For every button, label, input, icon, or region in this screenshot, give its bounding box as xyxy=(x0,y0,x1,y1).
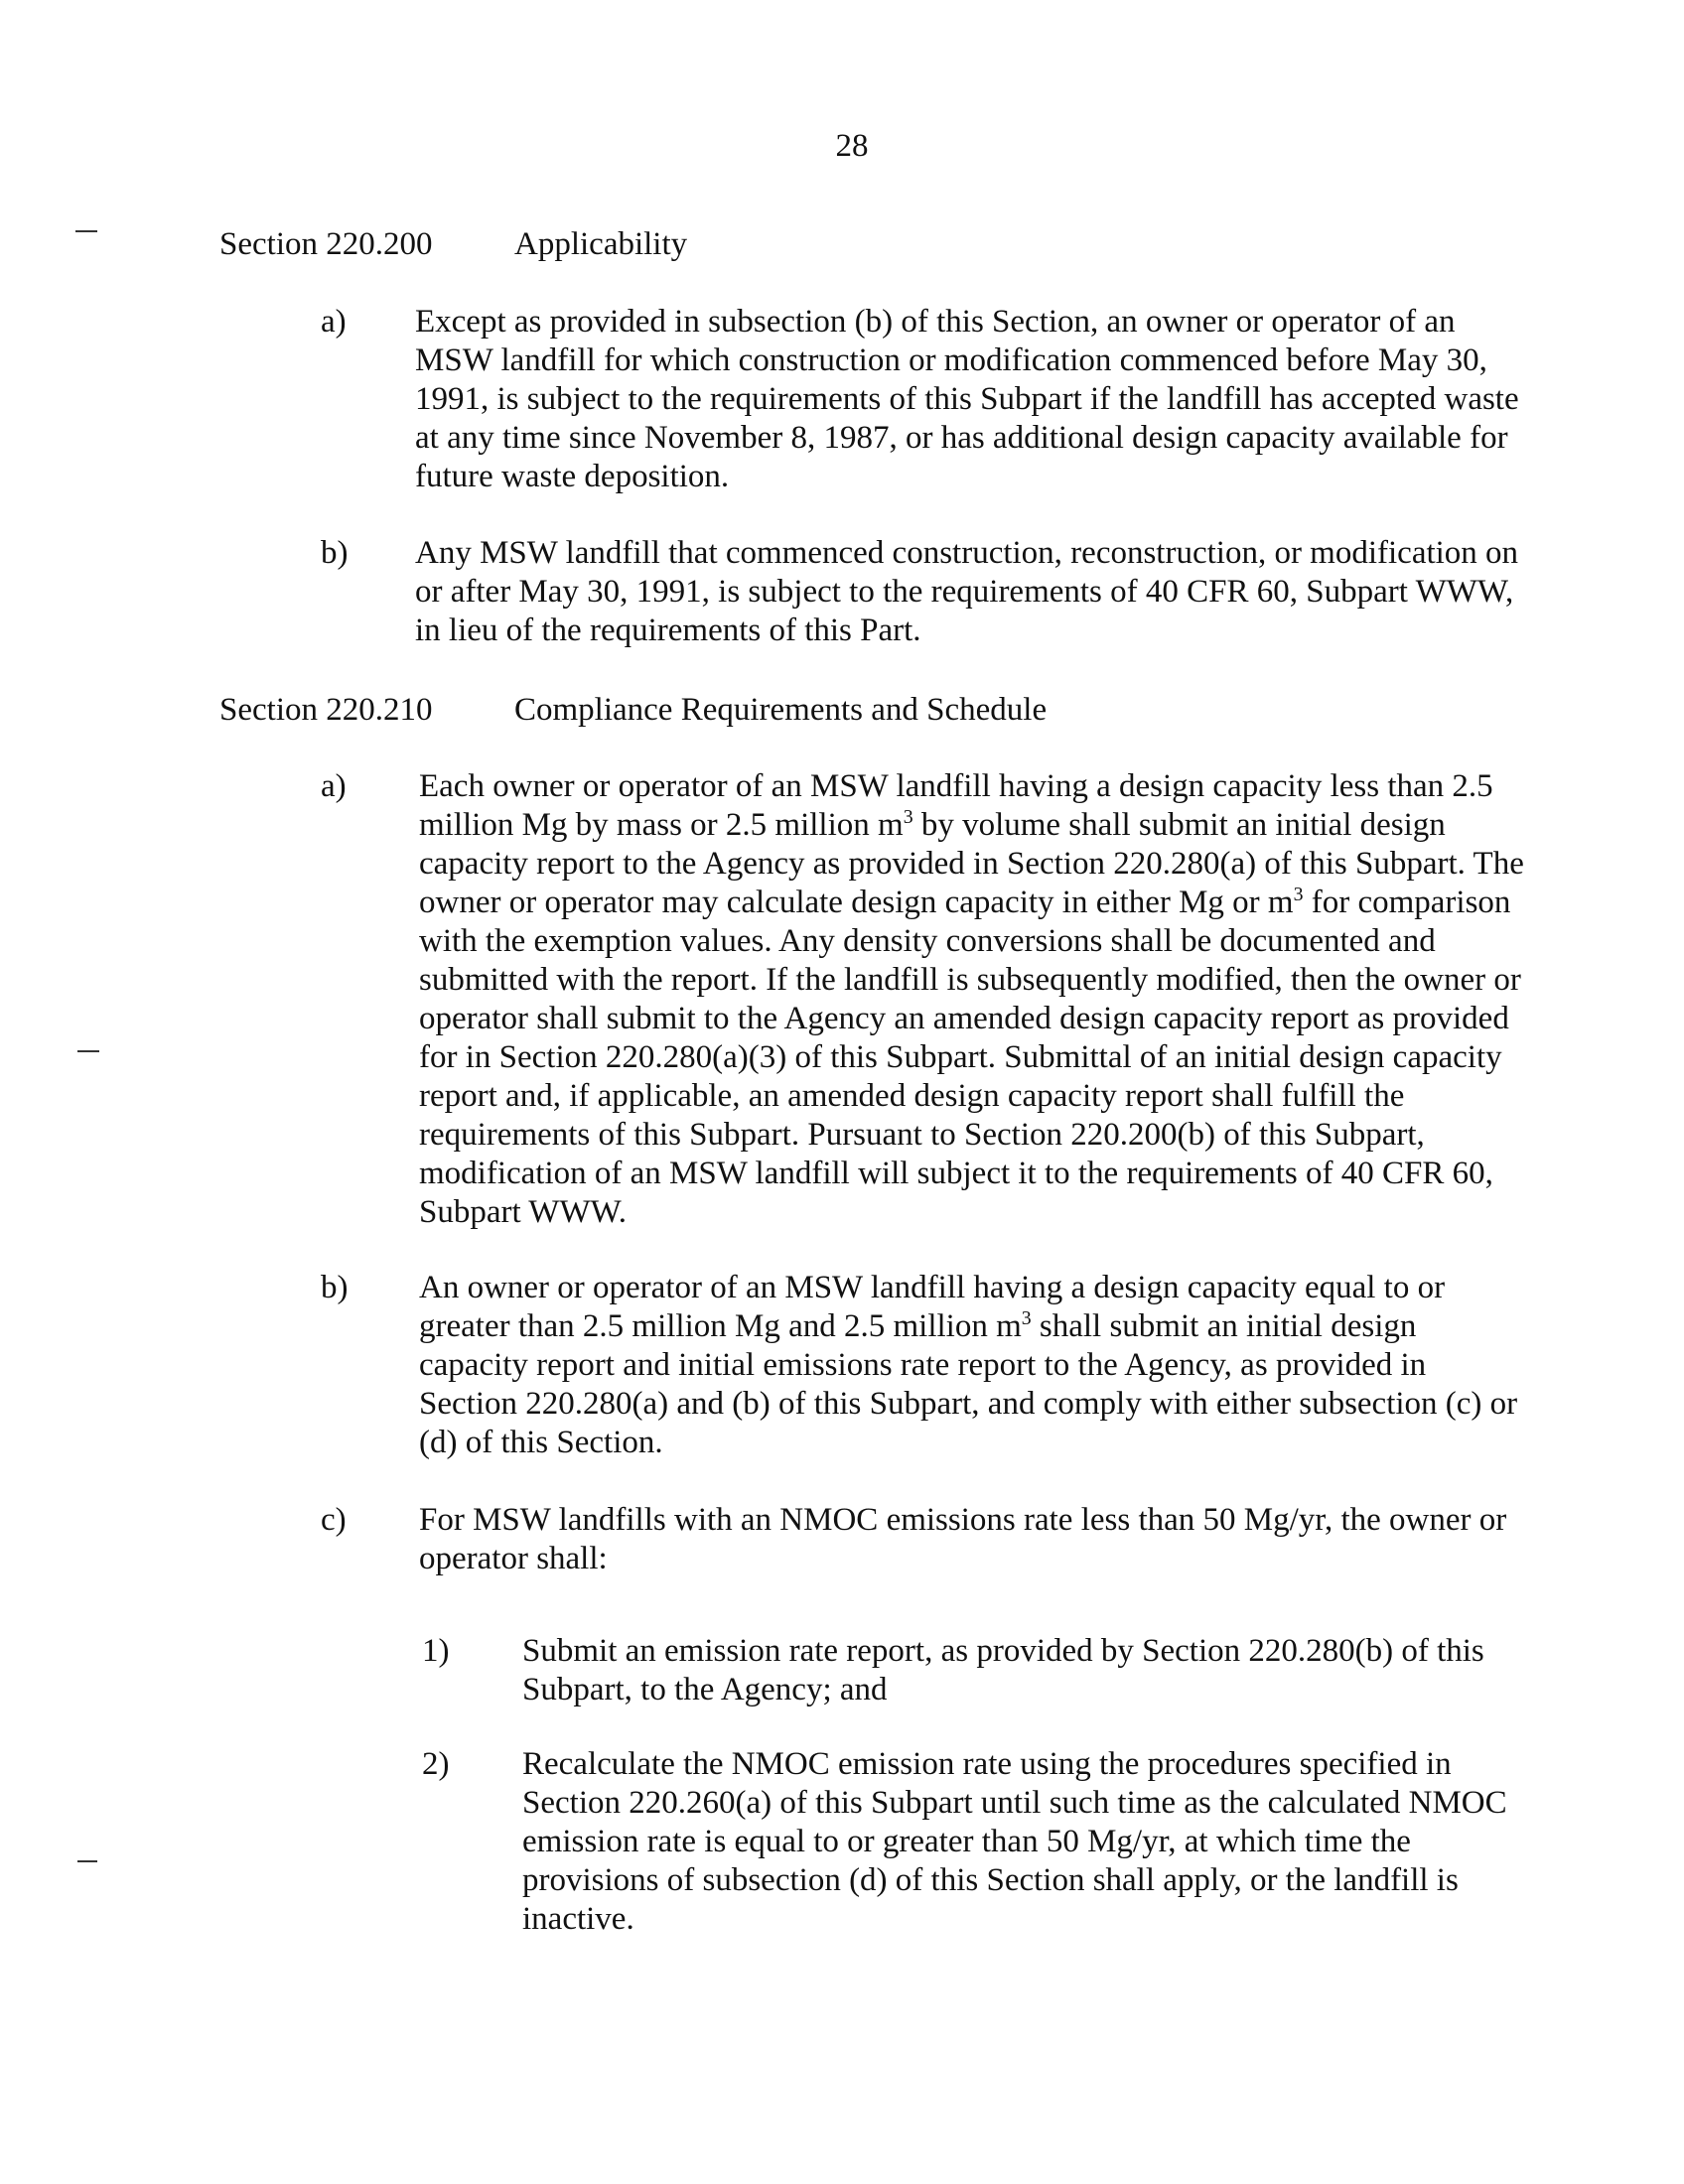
item-label: a) xyxy=(321,304,347,340)
section-number: Section 220.200 xyxy=(219,226,433,262)
section-title: Compliance Requirements and Schedule xyxy=(514,692,1048,728)
text-segment: by volume shall submit an initial design capacity report to the Agency as provided in Section 220.280(a) of this Subpart. The owner or operator may calculate design capacity in either Mg or m xyxy=(419,807,1524,920)
item-label: c) xyxy=(321,1502,347,1538)
text-segment: shall submit an initial design capacity report and initial emissions rate report to the Agency, as provided in Section 220.280(a) and (b) of this Subpart, and comply with either subsection (c) or (d) of this Section. xyxy=(419,1308,1518,1460)
item-text: Except as provided in subsection (b) of this Section, an owner or operator of an MSW landfill for which construction or modification commenced before May 30, 1991, is subject to the requirements of this Subpart if the landfill has accepted waste at any time since November 8, 1987, or has additional design capacity available for future waste deposition. xyxy=(415,304,1519,494)
item-label: b) xyxy=(321,535,349,571)
text-segment: for comparison with the exemption values. Any density conversions shall be documented and submitted with the report. If the landfill is subsequently modified, then the owner or operator shall submit to the Agency an amended design capacity report as provided for in Section 220.280(a)(3) of this Subpart. Submittal of an initial design capacity report and, if applicable, an amended design capacity report shall fulfill the requirements of this Subpart. Pursuant to Section 220.200(b) of this Subpart, modification of an MSW landfill will subject it to the requirements of 40 CFR 60, Subpart WWW. xyxy=(419,885,1521,1230)
superscript: 3 xyxy=(1293,884,1304,905)
subitem-label: 1) xyxy=(422,1633,450,1669)
item-label: a) xyxy=(321,768,347,804)
item-text: Any MSW landfill that commenced construction, reconstruction, or modification on or after May 30, 1991, is subject to the requirements of 40 CFR 60, Subpart WWW, in lieu of the requirements of this Part. xyxy=(415,535,1519,648)
subitem-text: Recalculate the NMOC emission rate using the procedures specified in Section 220.260(a) of this Subpart until such time as the calculated NMOC emission rate is equal to or greater than 50 Mg/yr, at which time the provisions of subsection (d) of this Section shall apply, or the landfill is inactive. xyxy=(522,1746,1507,1937)
superscript: 3 xyxy=(1021,1307,1032,1329)
text-segment: Each owner or operator of an MSW landfill having a design capacity less than 2.5 million Mg by mass or 2.5 million m xyxy=(419,768,1493,843)
margin-mark xyxy=(75,230,97,232)
item-text xyxy=(419,1269,1531,1462)
text-segment: An owner or operator of an MSW landfill having a design capacity equal to or greater than 2.5 million Mg and 2.5 million m xyxy=(419,1270,1446,1344)
subitem-label: 2) xyxy=(422,1746,450,1782)
margin-mark xyxy=(77,1050,99,1052)
margin-mark xyxy=(77,1860,97,1862)
superscript: 3 xyxy=(903,806,913,828)
page-number: 28 xyxy=(835,128,869,164)
item-text xyxy=(419,767,1531,1232)
section-title: Applicability xyxy=(514,226,688,262)
subitem-text: Submit an emission rate report, as provided by Section 220.280(b) of this Subpart, to the Agency; and xyxy=(522,1633,1484,1707)
item-text: For MSW landfills with an NMOC emissions rate less than 50 Mg/yr, the owner or operator shall: xyxy=(419,1502,1507,1576)
item-label: b) xyxy=(321,1270,349,1305)
section-number: Section 220.210 xyxy=(219,692,433,728)
